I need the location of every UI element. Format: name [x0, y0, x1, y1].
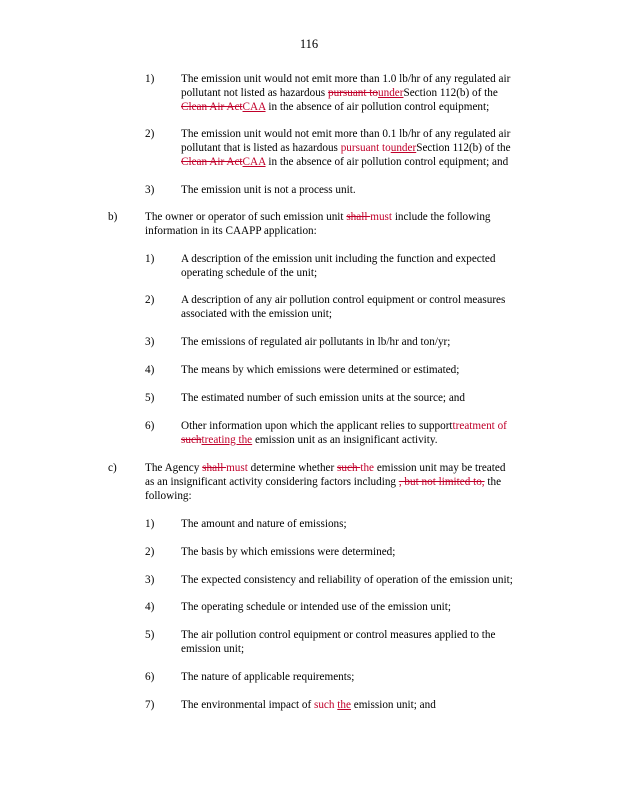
list-number: 2) [145, 546, 155, 558]
list-number: 3) [145, 574, 155, 586]
text: include the following [392, 211, 491, 223]
deleted-text: such [181, 434, 202, 446]
text-line: associated with the emission unit; [181, 308, 333, 320]
text-line [145, 462, 505, 476]
text: pollutant not listed as hazardous [181, 87, 328, 99]
deleted-text: Clean Air Act [181, 156, 243, 168]
list-number: 4) [145, 601, 155, 613]
text: in the absence of air pollution control equipment; and [265, 156, 509, 168]
deleted-text: pursuant to [327, 87, 378, 99]
text-line: The emission unit would not emit more than 1.0 lb/hr of any regulated air [181, 73, 511, 85]
text-line: The emissions of regulated air pollutants in lb/hr and ton/yr; [181, 336, 451, 348]
inserted-text: under [390, 142, 417, 154]
list-number: 3) [145, 184, 155, 196]
deleted-text: , but not limited to, [398, 476, 485, 488]
inserted-text: treating the [201, 434, 253, 446]
list-number: 5) [145, 392, 155, 404]
text: in the absence of air pollution control equipment; [265, 101, 490, 113]
text: emission unit; and [350, 699, 436, 711]
list-number: 1) [145, 518, 155, 530]
text: the [484, 476, 502, 488]
text-line: The nature of applicable requirements; [181, 671, 355, 683]
list-number: 6) [145, 420, 155, 432]
text-line: The emission unit would not emit more than 0.1 lb/hr of any regulated air [181, 128, 511, 140]
inserted-text: under [378, 87, 404, 99]
text: Other information upon which the applicant relies to support [181, 420, 453, 432]
deleted-text: Clean Air Act [181, 101, 243, 113]
list-number: 1) [145, 253, 155, 265]
section-label: c) [108, 462, 117, 474]
text-line [145, 211, 491, 225]
text: Section 112(b) of the [416, 142, 511, 154]
text-line [145, 476, 501, 490]
text: The owner or operator of such emission unit [145, 211, 347, 223]
inserted-text: CAA [242, 101, 266, 113]
list-number: 2) [145, 294, 155, 306]
list-number: 3) [145, 336, 155, 348]
text: emission unit as an insignificant activity. [252, 434, 438, 446]
list-number: 1) [145, 73, 155, 85]
text: pollutant that is listed as hazardous [181, 142, 341, 154]
list-number: 7) [145, 699, 155, 711]
inserted-text: such [313, 699, 335, 711]
text-line [181, 699, 436, 713]
text: as an insignificant activity considering factors including [145, 476, 399, 488]
text-line [181, 420, 507, 434]
text: determine whether [247, 462, 338, 474]
inserted-text: pursuant to [340, 142, 391, 154]
inserted-text: must [226, 462, 248, 474]
list-number: 4) [145, 364, 155, 376]
inserted-text: CAA [242, 156, 266, 168]
text-line [181, 101, 489, 115]
inserted-text: treatment of [452, 420, 507, 432]
text-line [181, 434, 438, 448]
text-line: The air pollution control equipment or control measures applied to the [181, 629, 496, 641]
text-line: The estimated number of such emission units at the source; and [181, 392, 465, 404]
text: The Agency [145, 462, 203, 474]
text-line: The operating schedule or intended use of the emission unit; [181, 601, 451, 613]
text-line [181, 142, 511, 156]
inserted-text: the [360, 462, 375, 474]
text-line: The basis by which emissions were determined; [181, 546, 396, 558]
list-number: 6) [145, 671, 155, 683]
text-line: emission unit; [181, 643, 245, 655]
page-number: 116 [299, 37, 319, 51]
text-line: The amount and nature of emissions; [181, 518, 347, 530]
text-line: The expected consistency and reliability of operation of the emission unit; [181, 574, 513, 586]
text: The environmental impact of [181, 699, 314, 711]
text-line [181, 156, 508, 170]
deleted-text: shall [346, 211, 371, 223]
text-line: operating schedule of the unit; [181, 267, 318, 279]
inserted-text: must [370, 211, 393, 223]
deleted-text: such [337, 462, 361, 474]
deleted-text: shall [202, 462, 227, 474]
text-line: A description of the emission unit including the function and expected [181, 253, 496, 265]
text: Section 112(b) of the [403, 87, 498, 99]
text-line: following: [145, 490, 192, 502]
text-line [181, 87, 498, 101]
list-number: 2) [145, 128, 155, 140]
inserted-text: the [337, 699, 351, 711]
text: emission unit may be treated [374, 462, 506, 474]
text-line: information in its CAAPP application: [145, 225, 317, 237]
text-line: A description of any air pollution control equipment or control measures [181, 294, 506, 306]
section-label: b) [108, 211, 118, 223]
text-line: The means by which emissions were determined or estimated; [181, 364, 460, 376]
text-line: The emission unit is not a process unit. [181, 184, 356, 196]
list-number: 5) [145, 629, 155, 641]
